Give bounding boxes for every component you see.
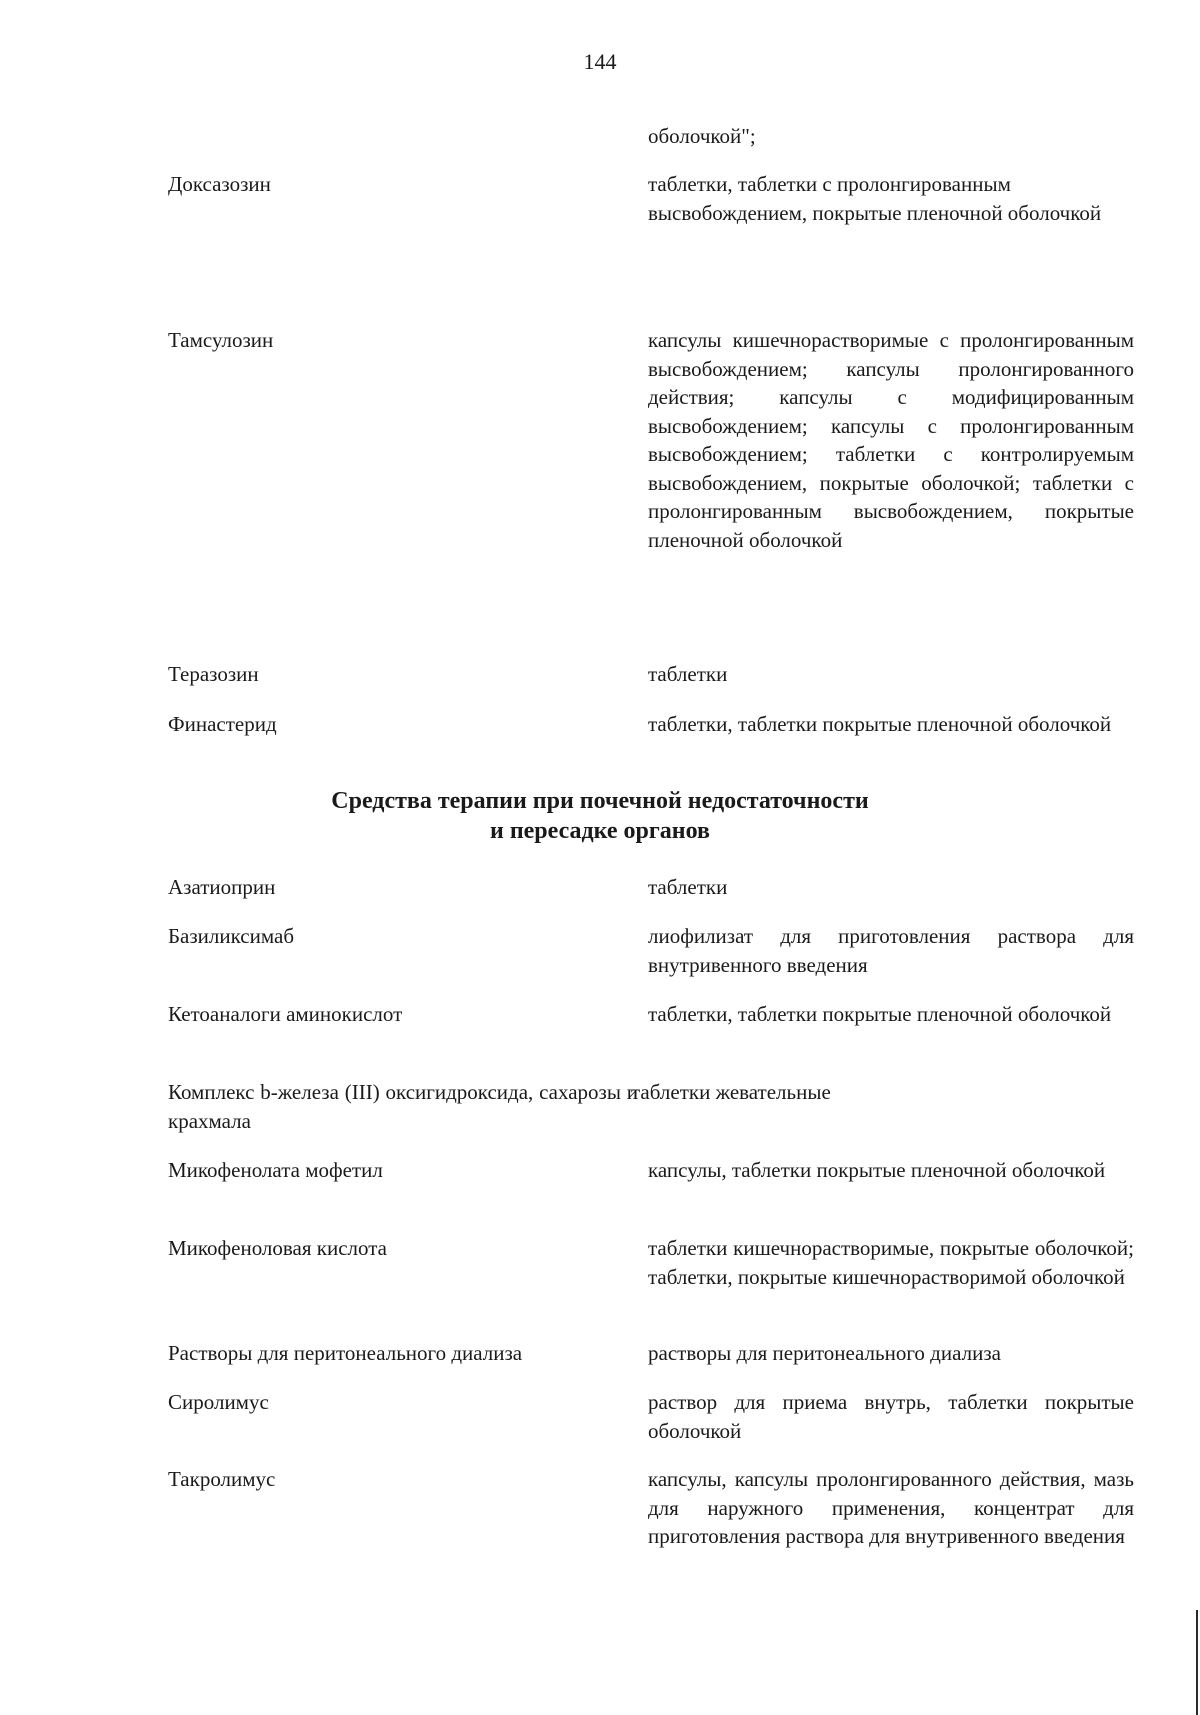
drug-form: таблетки, таблетки покрытые пленочной оболочкой <box>648 712 1112 736</box>
scan-edge-line <box>1196 1610 1198 1715</box>
drug-name: Растворы для перитонеального диализа <box>168 1341 523 1365</box>
continuation-text: оболочкой"; <box>648 124 756 148</box>
drug-name: Микофеноловая кислота <box>168 1236 388 1260</box>
drug-form: раствор для приема внутрь, таблетки покрытые оболочкой <box>648 1390 1134 1443</box>
section-title <box>0 786 1200 846</box>
drug-form: таблетки, таблетки с пролонгированным высвобождением, покрытые пленочной оболочкой <box>648 172 1102 225</box>
drug-form: таблетки <box>648 875 728 899</box>
drug-form: таблетки <box>648 662 728 686</box>
drug-form: капсулы кишечнорастворимые с пролонгированным высвобождением; капсулы пролонгированного действия; капсулы с модифицированным высвобождением; капсулы с пролонгированным высвобождением; таблетки с контролируемым высвобождением, покрытые оболочкой; таблетки с пролонгированным высвобождением, покрытые пленочной оболочкой <box>648 328 1134 552</box>
drug-form: капсулы, таблетки покрытые пленочной оболочкой <box>648 1158 1106 1182</box>
drug-form: растворы для перитонеального диализа <box>648 1341 1001 1365</box>
drug-form: лиофилизат для приготовления раствора для внутривенного введения <box>648 924 1134 977</box>
drug-name: Доксазозин <box>168 172 271 196</box>
page-number: 144 <box>583 49 617 74</box>
drug-name: Теразозин <box>168 662 259 686</box>
drug-form: таблетки, таблетки покрытые пленочной оболочкой <box>648 1002 1112 1026</box>
section-title-line1: Средства терапии при почечной недостаточности <box>331 788 869 814</box>
drug-name: Сиролимус <box>168 1390 269 1414</box>
drug-form: капсулы, капсулы пролонгированного действия, мазь для наружного применения, концентрат для приготовления раствора для внутривенного введения <box>648 1467 1134 1548</box>
drug-name: Кетоаналоги аминокислот <box>168 1002 403 1026</box>
drug-name: Комплекс b-железа (III) оксигидроксида, сахарозы и крахмала <box>168 1080 638 1133</box>
drug-name: Азатиоприн <box>168 875 276 899</box>
drug-form: таблетки кишечнорастворимые, покрытые оболочкой; таблетки, покрытые кишечнорастворимой оболочкой <box>648 1236 1134 1289</box>
drug-name: Микофенолата мофетил <box>168 1158 383 1182</box>
section-title-line2: и пересадке органов <box>489 818 710 844</box>
drug-name: Тамсулозин <box>168 328 274 352</box>
drug-name: Финастерид <box>168 712 277 736</box>
drug-form: таблетки жевательные <box>631 1080 831 1104</box>
drug-name: Базиликсимаб <box>168 924 295 948</box>
drug-name: Такролимус <box>168 1467 276 1491</box>
